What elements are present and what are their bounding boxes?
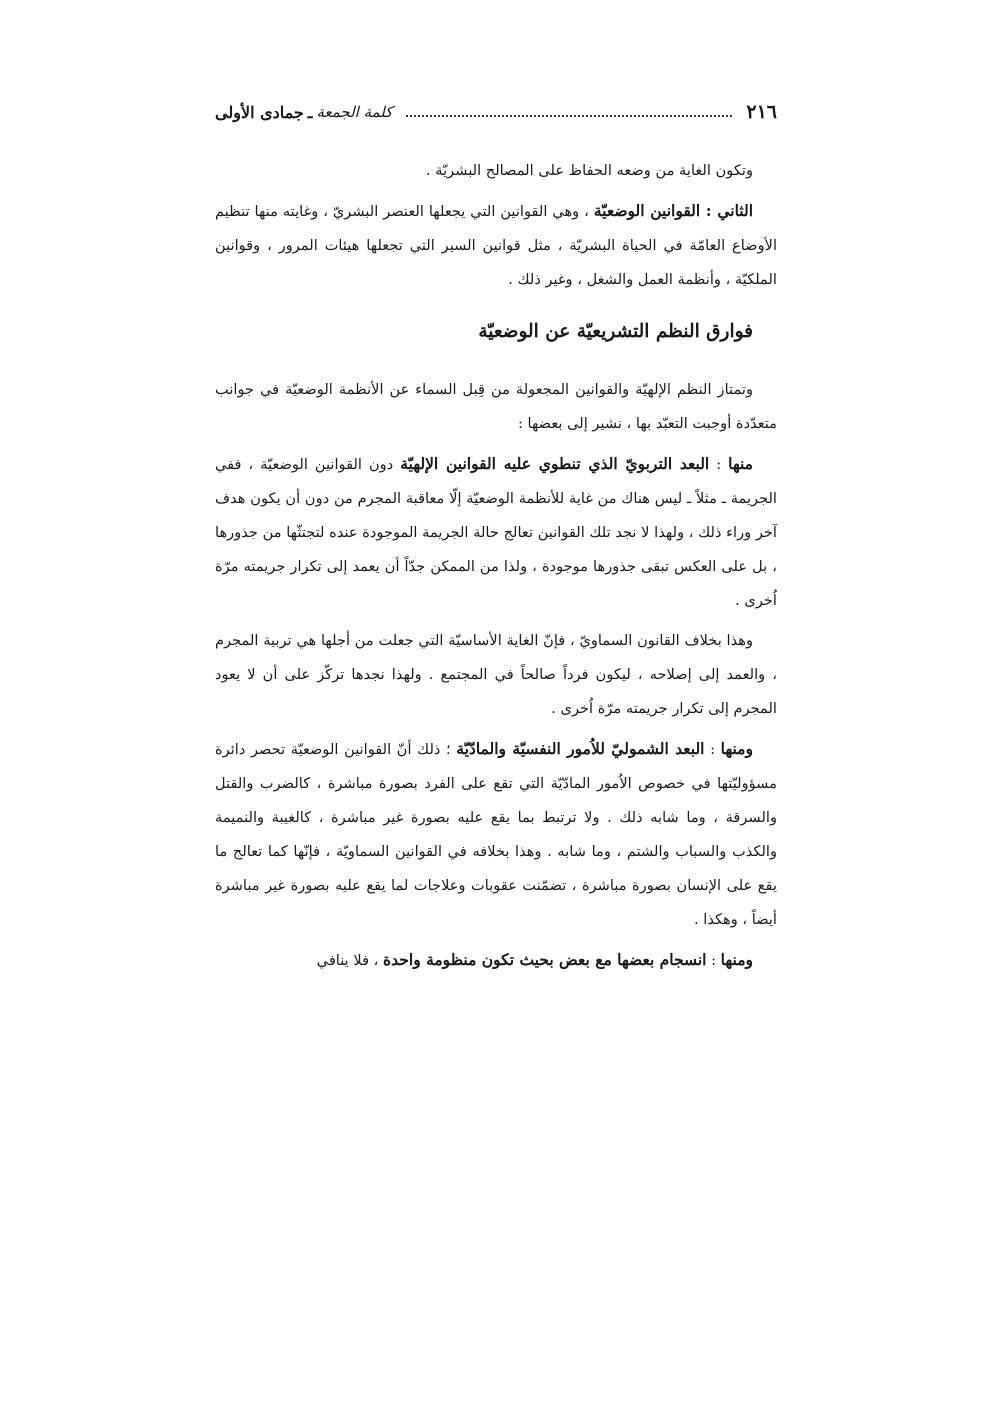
paragraph-7 <box>215 943 777 978</box>
paragraph-4-term: البعد التربويّ الذي تنطوي عليه القوانين الإلهيّة <box>400 454 710 473</box>
paragraph-3 <box>215 373 777 441</box>
issue-label: جمادى الأولى <box>215 102 304 122</box>
paragraph-4 <box>215 447 777 618</box>
paragraph-4-lead: منها <box>728 454 753 473</box>
paragraph-7-term: انسجام بعضها مع بعض بحيث تكون منظومة واحدة <box>383 950 707 969</box>
paragraph-6-colon: : <box>704 741 721 758</box>
paragraph-7-text: ، فلا ينافي <box>316 952 384 969</box>
paragraph-4-text: دون القوانين الوضعيّة ، ففي الجريمة ـ مثلاً ـ ليس هناك من غاية للأنظمة الوضعيّة إلّا معاقبة المجرم من دون أن يكون هدف آخر وراء ذلك ، ولهذا لا نجد تلك القوانين تعالج حالة الجريمة الموجودة عنده لتجتثّها من جذورها ، بل على العكس تبقى جذورها موجودة ، ولذا من الممكن جدّاً أن يعمد إلى تكرار جريمته مرّة اُخرى . <box>215 456 777 609</box>
paragraph-6-text: ؛ ذلك أنّ القوانين الوضعيّة تحصر دائرة مسؤوليّتها في خصوص الاُمور المادّيّة التي تقع على الفرد بصورة مباشرة ، كالضرب والقتل والسرقة ، وما شابه ذلك . ولا ترتبط بما يقع عليه بصورة غير مباشرة ، كالغيبة والنميمة والكذب والسباب والشتم ، وما شابه . وهذا بخلافه في القوانين السماويّة ، فإنّها كما تعالج ما يقع على الإنسان بصورة مباشرة ، تضمّنت عقوبات وعلاجات لما يقع عليه بصورة غير مباشرة أيضاً ، وهكذا . <box>215 741 777 928</box>
paragraph-2 <box>215 194 777 297</box>
header-dotted-leader <box>406 115 732 117</box>
page-number: ٢١٦ <box>746 101 777 123</box>
paragraph-4-colon: : <box>709 456 729 473</box>
paragraph-7-colon: : <box>706 952 721 969</box>
paragraph-2-term: الثاني : القوانين الوضعيّة <box>593 201 754 220</box>
paragraph-3-text: وتمتاز النظم الإلهيّة والقوانين المجعولة من قِبل السماء عن الأنظمة الوضعيّة في جوانب متعدّدة أوجبت التعبّد بها ، نشير إلى بعضها : <box>215 381 777 432</box>
section-heading: فوارق النظم التشريعيّة عن الوضعيّة <box>478 321 753 342</box>
paragraph-6-term: البعد الشموليّ للاُمور النفسيّة والمادّيّة <box>456 739 705 758</box>
paragraph-5 <box>215 624 777 726</box>
body-text <box>215 154 777 978</box>
paragraph-1-text: وتكون الغاية من وضعه الحفاظ على المصالح البشريّة . <box>426 162 753 179</box>
document-page <box>215 92 777 984</box>
paragraph-1 <box>215 154 777 188</box>
page-header <box>215 92 777 132</box>
paragraph-5-text: وهذا بخلاف القانون السماويّ ، فإنّ الغاية الأساسيّة التي جعلت من أجلها هي تربية المجرم ، والعمد إلى إصلاحه ، ليكون فرداً صالحاً في المجتمع . ولهذا نجدها تركّز على أن لا يعود المجرم إلى تكرار جريمته مرّة اُخرى . <box>215 632 777 717</box>
paragraph-6 <box>215 732 777 937</box>
paragraph-2-text: ، وهي القوانين التي يجعلها العنصر البشريّ ، وغايته منها تنظيم الأوضاع العامّة في الحياة البشريّة ، مثل قوانين السير التي تجعلها هيئات المرور ، وقوانين الملكيّة ، وأنظمة العمل والشغل ، وغير ذلك . <box>215 203 777 288</box>
paragraph-6-lead: ومنها <box>720 739 753 758</box>
running-title-separator: ـ <box>307 102 313 122</box>
running-title <box>215 103 392 122</box>
paragraph-7-lead: ومنها <box>720 950 753 969</box>
journal-logo: كلمة الجمعة <box>316 103 393 121</box>
